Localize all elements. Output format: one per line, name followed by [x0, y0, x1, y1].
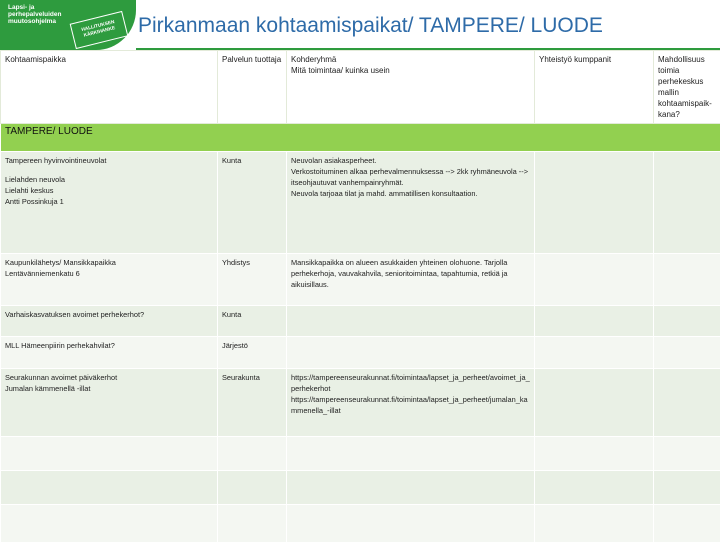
cell-partners: [535, 369, 654, 437]
cell-place: Tampereen hyvinvointineuvolat Lielahden neuvola Lielahti keskus Antti Possinkuja 1: [1, 152, 218, 254]
cell-place: [1, 471, 218, 505]
cell-provider: Kunta: [218, 152, 287, 254]
cell-possible: [654, 306, 720, 337]
cell-provider: [218, 437, 287, 471]
meeting-places-table: [0, 50, 720, 543]
cell-partners: [535, 306, 654, 337]
cell-partners: [535, 337, 654, 369]
table-row: [1, 152, 720, 254]
table-row: [1, 369, 720, 437]
cell-provider: Järjestö: [218, 337, 287, 369]
page-header: [0, 0, 720, 50]
cell-place: [1, 505, 218, 543]
cell-partners: [535, 505, 654, 543]
cell-possible: [654, 152, 720, 254]
cell-provider: [218, 471, 287, 505]
cell-possible: [654, 471, 720, 505]
cell-partners: [535, 254, 654, 306]
cell-partners: [535, 437, 654, 471]
cell-possible: [654, 337, 720, 369]
cell-place: Kaupunkilähetys/ Mansikkapaikka Lentävänniemenkatu 6: [1, 254, 218, 306]
cell-activity: [287, 437, 535, 471]
cell-activity: [287, 471, 535, 505]
col-header-provider: Palvelun tuottaja: [218, 51, 287, 124]
cell-possible: [654, 505, 720, 543]
cell-possible: [654, 369, 720, 437]
col-header-activity: Kohderyhmä Mitä toimintaa/ kuinka usein: [287, 51, 535, 124]
cell-activity: Mansikkapaikka on alueen asukkaiden yhteinen olohuone. Tarjolla perhekerhoja, vauvakahvila, senioritoimintaa, tapahtumia, retkiä ja aikuisillaus.: [287, 254, 535, 306]
col-header-place: Kohtaamispaikka: [1, 51, 218, 124]
cell-place: Varhaiskasvatuksen avoimet perhekerhot?: [1, 306, 218, 337]
cell-place: MLL Hämeenpiirin perhekahvilat?: [1, 337, 218, 369]
table-row: [1, 505, 720, 543]
cell-place: [1, 437, 218, 471]
cell-provider: Kunta: [218, 306, 287, 337]
cell-activity: [287, 306, 535, 337]
program-logo: [0, 0, 136, 50]
logo-badge: [70, 11, 129, 49]
table-row: [1, 254, 720, 306]
cell-provider: Seurakunta: [218, 369, 287, 437]
cell-activity: Neuvolan asiakasperheet. Verkostoituminen alkaa perhevalmennuksessa --> 2kk ryhmäneuvola --> itseohjautuvat vanhempainryhmät. Neuvola tarjoaa tilat ja mahd. ammatillisen konsultaation.: [287, 152, 535, 254]
cell-provider: [218, 505, 287, 543]
cell-activity: [287, 337, 535, 369]
logo-badge-text: HALLITUKSEN KÄRKIHANKE: [81, 20, 116, 39]
cell-partners: [535, 152, 654, 254]
table-row: [1, 471, 720, 505]
table-row: [1, 437, 720, 471]
section-row: [1, 124, 720, 152]
cell-partners: [535, 471, 654, 505]
cell-activity: https://tampereenseurakunnat.fi/toimintaa/lapset_ja_perheet/avoimet_ja_perhekerhot https://tampereenseurakunnat.fi/toimintaa/lapset_ja_perheet/jumalan_kammenella_-illat: [287, 369, 535, 437]
cell-activity: [287, 505, 535, 543]
cell-possible: [654, 254, 720, 306]
table-header-row: [1, 51, 720, 124]
cell-possible: [654, 437, 720, 471]
cell-provider: Yhdistys: [218, 254, 287, 306]
table-row: [1, 306, 720, 337]
logo-text: Lapsi- ja perhepalveluiden muutosohjelma: [8, 4, 61, 25]
cell-place: Seurakunnan avoimet päiväkerhot Jumalan kämmenellä -illat: [1, 369, 218, 437]
col-header-partners: Yhteistyö kumppanit: [535, 51, 654, 124]
col-header-possible: Mahdollisuus toimia perhekeskus mallin kohtaamispaik-kana?: [654, 51, 720, 124]
page-title: Pirkanmaan kohtaamispaikat/ TAMPERE/ LUODE: [138, 14, 603, 38]
section-label: TAMPERE/ LUODE: [1, 124, 720, 152]
table-row: [1, 337, 720, 369]
